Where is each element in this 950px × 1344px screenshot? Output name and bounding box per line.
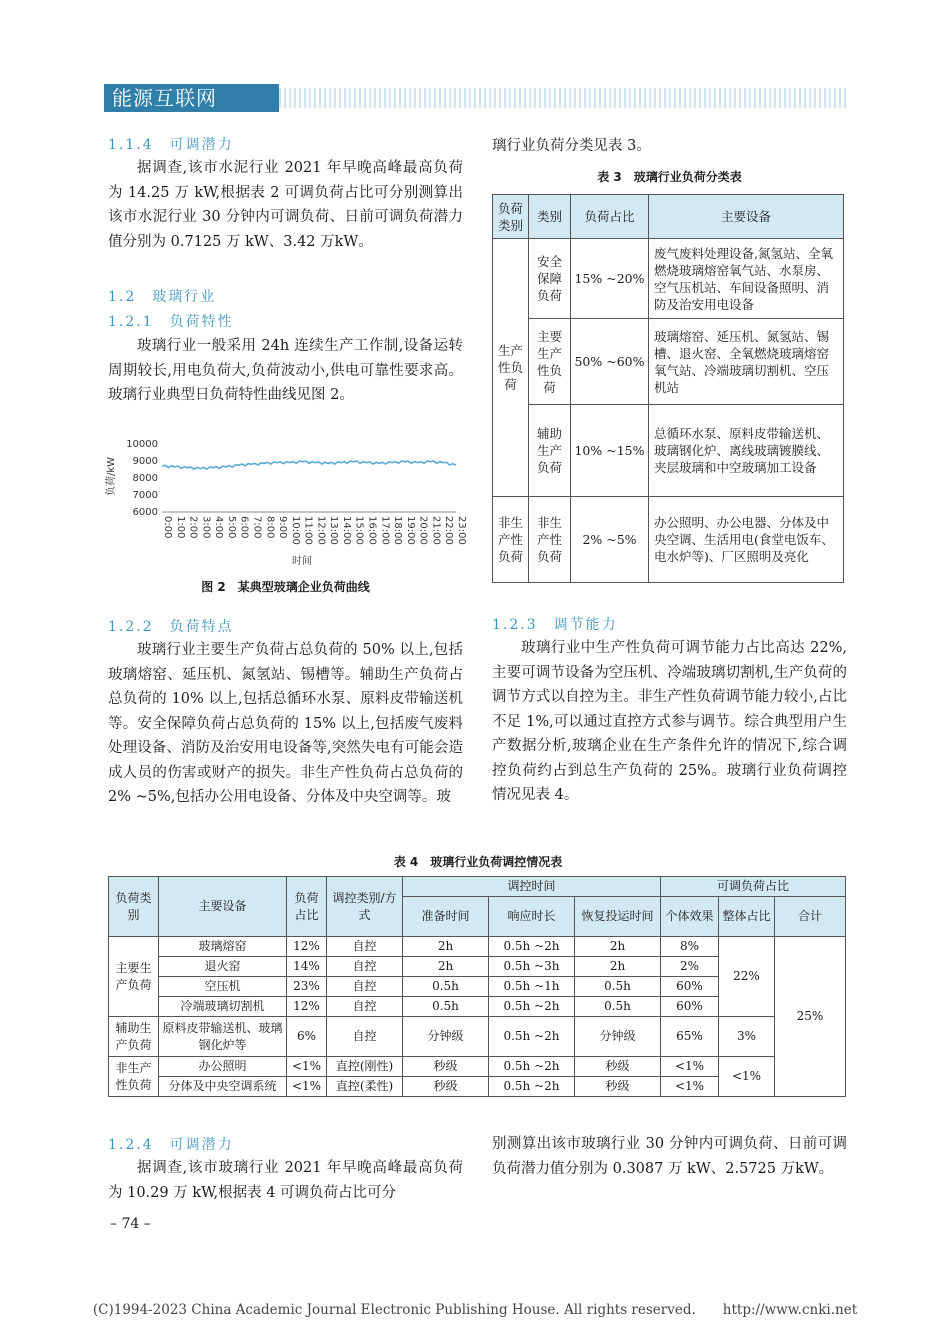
t4-h-equip: 主要设备: [159, 877, 287, 937]
t4-prep: 2h: [403, 937, 489, 957]
t3-ratio: 15% ~20%: [571, 239, 649, 319]
load-series-line: [162, 461, 456, 469]
t4-mode: 自控: [327, 997, 403, 1017]
chart-xtick-label: 13:00: [328, 516, 340, 545]
t4-total: 25%: [775, 937, 846, 1097]
t4-h-indiv: 个体效果: [661, 897, 719, 937]
t3-h-equip: 主要设备: [649, 195, 844, 239]
t4-ratio: 23%: [287, 977, 327, 997]
t4-equip: 空压机: [159, 977, 287, 997]
t4-indiv: 8%: [661, 937, 719, 957]
t4-prep: 2h: [403, 957, 489, 977]
t4-group-non: 非生产性负荷: [109, 1057, 159, 1097]
t3-type: 安全保障负荷: [529, 239, 571, 319]
section-1-2-4-body-right: 别测算出该市玻璃行业 30 分钟内可调负荷、日前可调负荷潜力值分别为 0.3087 万 kW、2.5725 万kW。: [492, 1136, 847, 1177]
t4-group-aux: 辅助生产负荷: [109, 1017, 159, 1057]
chart-xtick-label: 18:00: [392, 516, 404, 545]
journal-banner: 能源互联网: [104, 84, 279, 112]
chart-xtick-label: 14:00: [340, 516, 352, 545]
section-1-2-3-heading: 1.2.3 调节能力: [492, 617, 618, 633]
table4-caption: 表 4 玻璃行业负荷调控情况表: [393, 855, 563, 869]
chart-xtick-label: 12:00: [315, 516, 327, 545]
t3-equip: 总循环水泵、原料皮带输送机、玻璃钢化炉、离线玻璃镀膜线、夹层玻璃和中空玻璃加工设备: [649, 405, 844, 497]
t4-indiv: 60%: [661, 997, 719, 1017]
t4-rec: 0.5h: [575, 997, 661, 1017]
section-1-2-2-heading: 1.2.2 负荷特点: [108, 619, 234, 635]
chart-xtick-label: 10:00: [289, 516, 301, 545]
t3-type: 非生产性负荷: [529, 497, 571, 583]
section-1-2-2-body: 玻璃行业主要生产负荷占总负荷的 50% 以上,包括玻璃熔窑、延压机、氮氢站、锡槽等。辅助生产负荷占总负荷的 10% 以上,包括总循环水泵、原料皮带输送机等。安全保障负荷占总负荷的 15% 以上,包括废气废料处理设备、消防及治安用电设备等,突然失电有可能会造成人员的伤害或财产的损失。非生产性负荷占总负荷的 2% ~5%,包括办公用电设备、分体及中央空调等。玻: [108, 642, 463, 805]
section-1-2-4-heading: 1.2.4 可调潜力: [108, 1137, 234, 1153]
section-1-1-4-body: 据调查,该市水泥行业 2021 年早晚高峰最高负荷为 14.25 万 kW,根据表 2 可调负荷占比可分别测算出该市水泥行业 30 分钟内可调负荷、日前可调负荷潜力值分别为 0.7125 万 kW、3.42 万kW。: [108, 160, 463, 250]
t4-ratio: 12%: [287, 997, 327, 1017]
t4-overall-main: 22%: [719, 937, 775, 1017]
t4-rec: 秒级: [575, 1057, 661, 1077]
t3-equip: 废气废料处理设备,氮氢站、全氧燃烧玻璃熔窑氧气站、水泵房、空气压机站、车间设备照明、消防及治安用电设备: [649, 239, 844, 319]
t4-prep: 0.5h: [403, 977, 489, 997]
t4-equip: 分体及中央空调系统: [159, 1077, 287, 1097]
t4-resp: 0.5h ~2h: [489, 937, 575, 957]
page-number: – 74 –: [110, 1216, 151, 1232]
t4-rec: 0.5h: [575, 977, 661, 997]
chart-xtick-label: 1:00: [174, 516, 186, 539]
chart-xtick-label: 22:00: [443, 516, 455, 545]
t4-prep: 0.5h: [403, 997, 489, 1017]
t3-equip: 办公照明、办公电器、分体及中央空调、生活用电(食堂电饭车、电水炉等)、厂区照明及亮化: [649, 497, 844, 583]
t4-ratio: <1%: [287, 1077, 327, 1097]
t4-rec: 分钟级: [575, 1017, 661, 1057]
chart-xtick-label: 6:00: [238, 516, 250, 539]
t4-h-ratio: 负荷占比: [287, 877, 327, 937]
t3-h-ratio: 负荷占比: [571, 195, 649, 239]
t4-resp: 0.5h ~2h: [489, 997, 575, 1017]
t3-equip: 玻璃熔窑、延压机、氮氢站、锡槽、退火窑、全氧燃烧玻璃熔窑氧气站、冷端玻璃切割机、空压机站: [649, 319, 844, 405]
t4-prep: 分钟级: [403, 1017, 489, 1057]
t4-rec: 秒级: [575, 1077, 661, 1097]
t4-equip: 原料皮带输送机、玻璃钢化炉等: [159, 1017, 287, 1057]
t3-ratio: 50% ~60%: [571, 319, 649, 405]
t3-group-nonprod: 非生产性负荷: [493, 497, 529, 583]
chart-xtick-label: 21:00: [430, 516, 442, 545]
chart-xtick-label: 16:00: [366, 516, 378, 545]
table3-caption: 表 3 玻璃行业负荷分类表: [597, 170, 742, 184]
figure-2-caption: 图 2 某典型玻璃企业负荷曲线: [201, 580, 370, 594]
t4-resp: 0.5h ~3h: [489, 957, 575, 977]
t4-h-overall: 整体占比: [719, 897, 775, 937]
t4-h-adj: 可调负荷占比: [661, 877, 846, 897]
chart-ylabel: 负荷/kW: [106, 456, 117, 496]
section-1-2-1-body: 玻璃行业一般采用 24h 连续生产工作制,设备运转周期较长,用电负荷大,负荷波动小,供电可靠性要求高。玻璃行业典型日负荷特性曲线见图 2。: [108, 338, 463, 403]
t4-ratio: 6%: [287, 1017, 327, 1057]
chart-ytick-label: 7000: [132, 490, 158, 501]
t4-h-time: 调控时间: [403, 877, 661, 897]
table-3: [492, 194, 844, 583]
chart-xtick-label: 20:00: [417, 516, 429, 545]
t4-h-recover: 恢复投运时间: [575, 897, 661, 937]
section-1-2-3-body: 玻璃行业中生产性负荷可调节能力占比高达 22%,主要可调节设备为空压机、冷端玻璃切割机,生产负荷的调节方式以自控为主。非生产性负荷调节能力较小,占比不足 1%,可以通过直控方式参与调节。综合典型用户生产数据分析,玻璃企业在生产条件允许的情况下,综合调控负荷约占到总生产负荷的 25%。玻璃行业负荷调控情况见表 4。: [492, 640, 847, 803]
t4-group-main: 主要生产负荷: [109, 937, 159, 1017]
chart-xtick-label: 19:00: [404, 516, 416, 545]
chart-xtick-label: 7:00: [251, 516, 263, 539]
chart-ytick-label: 9000: [132, 456, 158, 467]
copyright-footer: (C)1994-2023 China Academic Journal Electronic Publishing House. All rights reserved. http://www.cnki.net: [92, 1302, 858, 1318]
chart-xtick-label: 4:00: [213, 516, 225, 539]
t4-h-cat: 负荷类别: [109, 877, 159, 937]
t4-resp: 0.5h ~2h: [489, 1077, 575, 1097]
t3-type: 辅助生产负荷: [529, 405, 571, 497]
t4-equip: 玻璃熔窑: [159, 937, 287, 957]
t4-indiv: <1%: [661, 1057, 719, 1077]
chart-xlabel: 时间: [292, 556, 312, 567]
section-1-1-4-heading: 1.1.4 可调潜力: [108, 137, 234, 153]
t4-mode: 直控(柔性): [327, 1077, 403, 1097]
t4-overall-aux: 3%: [719, 1017, 775, 1057]
t4-rec: 2h: [575, 957, 661, 977]
t3-group-prod: 生产性负荷: [493, 239, 529, 497]
t4-prep: 秒级: [403, 1057, 489, 1077]
chart-xtick-label: 3:00: [200, 516, 212, 539]
t4-prep: 秒级: [403, 1077, 489, 1097]
t4-ratio: 14%: [287, 957, 327, 977]
t4-indiv: 60%: [661, 977, 719, 997]
chart-ytick-label: 8000: [132, 473, 158, 484]
chart-xtick-label: 9:00: [277, 516, 289, 539]
chart-xtick-label: 11:00: [302, 516, 314, 545]
t4-h-total: 合计: [775, 897, 846, 937]
t3-type: 主要生产性负荷: [529, 319, 571, 405]
t4-resp: 0.5h ~2h: [489, 1057, 575, 1077]
chart-xtick-label: 23:00: [456, 516, 467, 545]
t4-h-resp: 响应时长: [489, 897, 575, 937]
table-4: [108, 876, 846, 1097]
t4-equip: 退火窑: [159, 957, 287, 977]
t4-ratio: 12%: [287, 937, 327, 957]
t4-equip: 冷端玻璃切割机: [159, 997, 287, 1017]
table3-intro: 璃行业负荷分类见表 3。: [492, 138, 651, 154]
t4-rec: 2h: [575, 937, 661, 957]
t4-equip: 办公照明: [159, 1057, 287, 1077]
t4-mode: 直控(刚性): [327, 1057, 403, 1077]
t3-ratio: 10% ~15%: [571, 405, 649, 497]
t4-resp: 0.5h ~2h: [489, 1017, 575, 1057]
t3-h-type: 类别: [529, 195, 571, 239]
t4-resp: 0.5h ~1h: [489, 977, 575, 997]
t4-indiv: 2%: [661, 957, 719, 977]
chart-ytick-label: 10000: [126, 439, 158, 450]
banner-stripe: [279, 88, 847, 108]
t4-ratio: <1%: [287, 1057, 327, 1077]
chart-xtick-label: 17:00: [379, 516, 391, 545]
t4-mode: 自控: [327, 957, 403, 977]
t4-indiv: 65%: [661, 1017, 719, 1057]
section-1-2-1-heading: 1.2.1 负荷特性: [108, 314, 234, 330]
t3-h-category: 负荷类别: [493, 195, 529, 239]
chart-ytick-label: 6000: [132, 507, 158, 518]
chart-xtick-label: 2:00: [187, 516, 199, 539]
chart-xtick-label: 5:00: [225, 516, 237, 539]
t4-h-mode: 调控类别/方式: [327, 877, 403, 937]
t4-mode: 自控: [327, 937, 403, 957]
chart-xtick-label: 0:00: [162, 516, 173, 539]
t4-h-prep: 准备时间: [403, 897, 489, 937]
t4-mode: 自控: [327, 1017, 403, 1057]
t3-ratio: 2% ~5%: [571, 497, 649, 583]
chart-xtick-label: 8:00: [264, 516, 276, 539]
chart-xtick-label: 15:00: [353, 516, 365, 545]
section-1-2-4-body-left: 据调查,该市玻璃行业 2021 年早晚高峰最高负荷为 10.29 万 kW,根据表 4 可调负荷占比可分: [108, 1160, 463, 1201]
load-curve-chart: [100, 432, 465, 572]
t4-overall-non: <1%: [719, 1057, 775, 1097]
t4-mode: 自控: [327, 977, 403, 997]
section-1-2-heading: 1.2 玻璃行业: [108, 289, 217, 305]
t4-indiv: <1%: [661, 1077, 719, 1097]
